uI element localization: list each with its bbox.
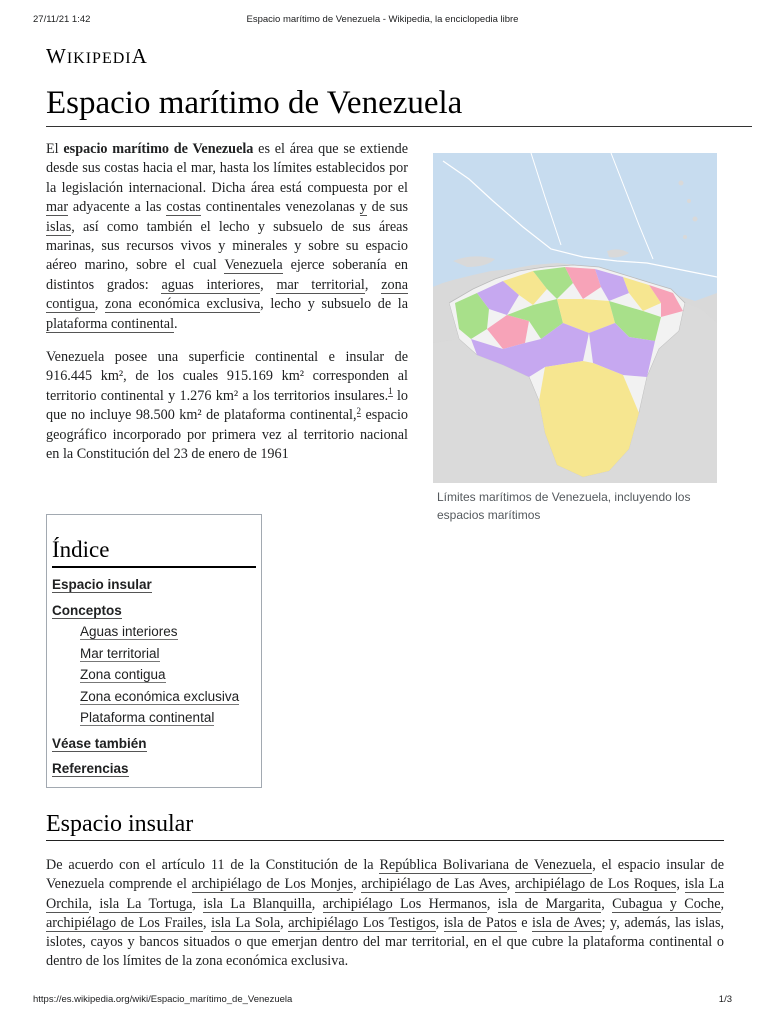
section-body-espacio-insular — [46, 856, 724, 972]
link-isla-de-patos[interactable]: isla de Patos — [443, 914, 517, 931]
lead-paragraph-2: Venezuela posee una superficie continental e insular de 916.445 km², de los cuales 915.169 km² corresponden al territorio continental y 1.276 km² a los territorios insulares.$^1$ lo que no incluye 98.500 km² de plataforma continental,$^2$ espacio geográfico incorporado por primera vez al territorio nacional en la Constitución del 23 de enero de 1961 — [46, 349, 409, 463]
lead-paragraph-1: El espacio marítimo de Venezuela es el área que se extiende desde sus costas hacia el mar, hasta los límites establecidos por la legislación internacional. Dicha área está compuesta por el mar adyacente a las costas continentales venezolanas y de sus islas, así como también el lecho y subsuelo de sus áreas marinas, sus recursos vivos y minerales y sobre su espacio aéreo marino, sobre el cual Venezuela ejerce soberanía en distintos grados: aguas interiores, mar territorial, zona contigua, zona económica exclusiva, lecho y subsuelo de la plataforma continental. — [46, 141, 409, 332]
link-archipielago-los-roques[interactable]: archipiélago de Los Roques — [514, 876, 677, 893]
lead-section — [46, 140, 408, 479]
link-republica-bolivariana[interactable]: República Bolivariana de Venezuela — [379, 857, 593, 873]
link-isla-la-orchila[interactable]: isla La Orchila — [46, 876, 725, 912]
section-paragraph: De acuerdo con el artículo 11 de la Constitución de la República Bolivariana de Venezuela, el espacio insular de Venezuela comprende el archipiélago de Los Monjes, archipiélago de Las Aves, archipiélago de Los Roques, isla La Orchila, isla La Tortuga, isla La Blanquilla, archipiélago Los Hermanos, isla de Margarita, Cubagua y Coche, archipiélago de Los Frailes, isla La Sola, archipiélago Los Testigos, isla de Patos e isla de Aves; y, además, las islas, islotes, cayos y bancos situados o que emerjan dentro del mar territorial, en el que cubre la plataforma continental o dentro de los límites de la zona económica exclusiva. — [46, 857, 725, 970]
link-islas[interactable]: islas — [46, 218, 72, 235]
link-isla-la-tortuga[interactable]: isla La Tortuga — [99, 895, 193, 912]
link-zona-contigua[interactable]: zona contigua — [46, 276, 409, 313]
section-heading-espacio-insular: Espacio insular — [46, 808, 724, 841]
link-isla-de-margarita[interactable]: isla de Margarita — [497, 895, 602, 912]
print-header — [33, 14, 732, 28]
toc-item-vease-tambien[interactable]: Véase también — [52, 735, 147, 751]
link-archipielago-las-aves[interactable]: archipiélago de Las Aves — [361, 876, 507, 893]
link-venezuela[interactable]: Venezuela — [224, 257, 283, 274]
toc-item-zona-contigua[interactable]: Zona contigua — [80, 667, 166, 682]
link-archipielago-los-hermanos[interactable]: archipiélago Los Hermanos — [322, 895, 487, 912]
link-plataforma-continental[interactable]: plataforma continental — [46, 315, 175, 332]
link-isla-la-blanquilla[interactable]: isla La Blanquilla — [203, 895, 312, 912]
link-mar[interactable]: mar — [46, 199, 69, 216]
map-figure — [433, 153, 717, 524]
article-title: Espacio marítimo de Venezuela — [46, 80, 752, 127]
venezuela-maritime-map[interactable] — [433, 153, 717, 483]
map-caption: Límites marítimos de Venezuela, incluyendo los espacios marítimos — [437, 490, 691, 522]
toc-item-zona-economica-exclusiva[interactable]: Zona económica exclusiva — [80, 688, 240, 704]
link-isla-la-sola[interactable]: isla La Sola — [211, 914, 281, 931]
link-y[interactable]: y — [359, 199, 367, 216]
link-archipielago-los-testigos[interactable]: archipiélago Los Testigos — [288, 914, 436, 931]
link-isla-de-aves[interactable]: isla de Aves — [532, 914, 602, 931]
link-zona-economica-exclusiva[interactable]: zona económica exclusiva — [105, 296, 261, 313]
print-footer — [33, 994, 732, 1008]
toc-item-mar-territorial[interactable]: Mar territorial — [80, 645, 160, 661]
print-datetime: 27/11/21 1:42 — [33, 14, 91, 25]
toc-item-espacio-insular[interactable]: Espacio insular — [52, 577, 152, 592]
toc-item-conceptos[interactable]: Conceptos — [52, 602, 122, 618]
link-mar-territorial[interactable]: mar territorial — [276, 276, 365, 293]
link-aguas-interiores[interactable]: aguas interiores — [161, 276, 261, 293]
table-of-contents — [46, 514, 262, 788]
toc-item-aguas-interiores[interactable]: Aguas interiores — [80, 624, 178, 639]
reference-2[interactable]: 2 — [356, 405, 361, 416]
link-archipielago-los-monjes[interactable]: archipiélago de Los Monjes — [191, 876, 354, 893]
link-costas[interactable]: costas — [166, 199, 201, 216]
print-url: https://es.wikipedia.org/wiki/Espacio_marítimo_de_Venezuela — [33, 994, 293, 1005]
reference-1[interactable]: 1 — [388, 386, 393, 397]
print-page-title: Espacio marítimo de Venezuela - Wikipedia, la enciclopedia libre — [246, 14, 519, 25]
link-cubagua-y-coche[interactable]: Cubagua y Coche — [612, 895, 721, 912]
wikipedia-wordmark[interactable]: WIKIPEDIA — [46, 44, 148, 68]
toc-list — [47, 574, 261, 780]
toc-item-referencias[interactable]: Referencias — [52, 761, 129, 776]
link-archipielago-los-frailes[interactable]: archipiélago de Los Frailes — [46, 914, 204, 931]
toc-item-plataforma-continental[interactable]: Plataforma continental — [80, 710, 215, 725]
print-page-number: 1/3 — [718, 994, 732, 1005]
toc-title: Índice — [52, 537, 256, 568]
